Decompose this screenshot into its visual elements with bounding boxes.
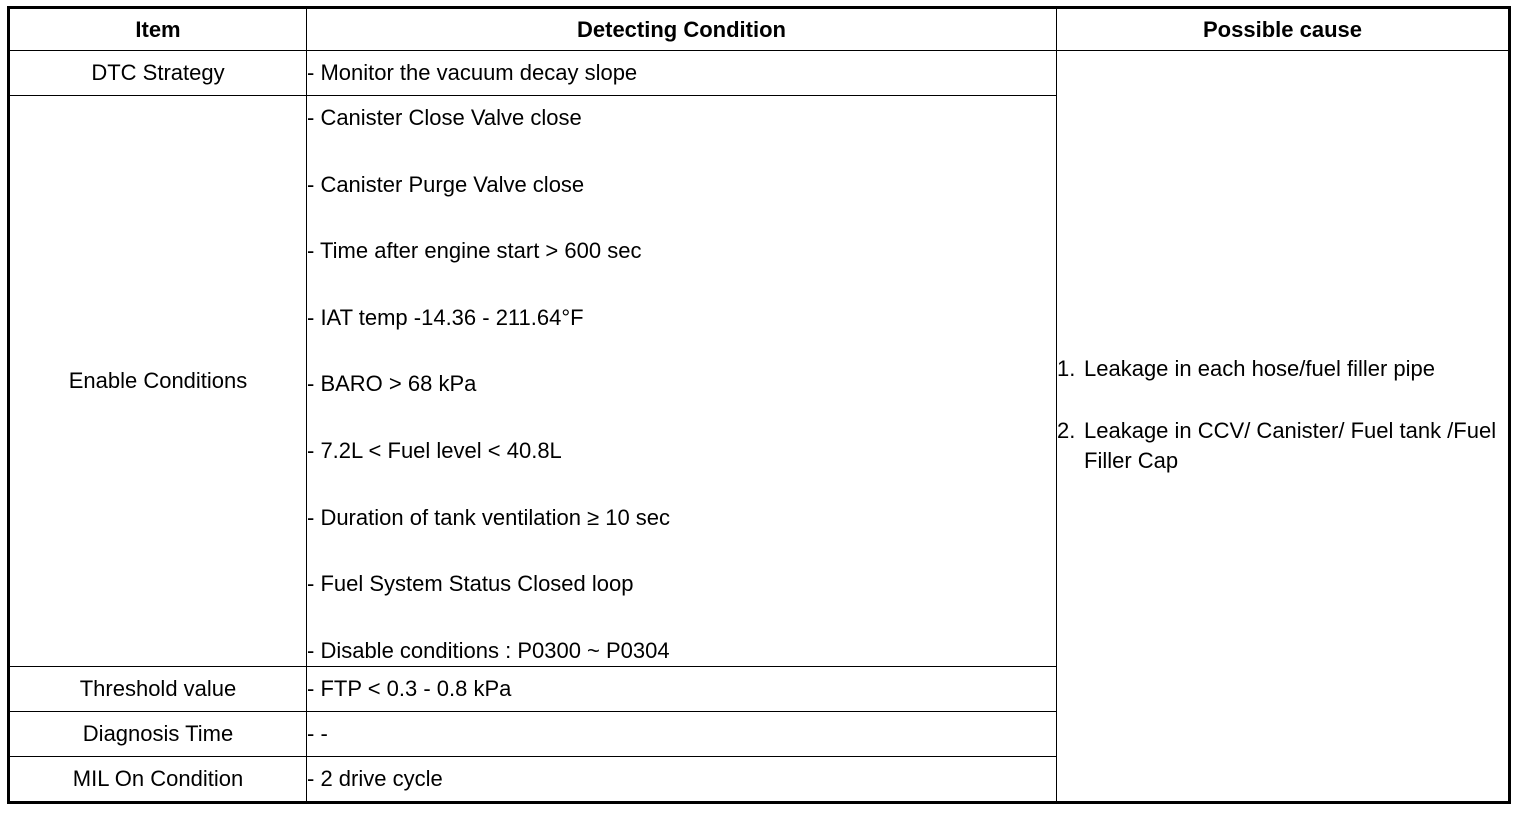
header-item: Item — [9, 8, 307, 51]
cause-item — [1057, 416, 1508, 476]
enable-condition-line: - IAT temp -14.36 - 211.64°F — [307, 304, 584, 330]
dtc-condition-table — [7, 6, 1511, 804]
condition-diagnosis-time: - - — [307, 711, 1057, 756]
table-header-row — [9, 8, 1510, 51]
condition-dtc-strategy: - Monitor the vacuum decay slope — [307, 51, 1057, 96]
condition-enable-conditions — [307, 96, 1057, 667]
enable-condition-line: - BARO > 68 kPa — [307, 371, 477, 397]
enable-condition-line: - Disable conditions : P0300 ~ P0304 — [307, 637, 670, 663]
enable-condition-line: - Canister Purge Valve close — [307, 171, 585, 197]
cause-number: 1. — [1057, 356, 1076, 381]
possible-cause-cell — [1057, 51, 1510, 803]
cause-text: Leakage in each hose/fuel filler pipe — [1084, 356, 1436, 381]
item-enable-conditions: Enable Conditions — [9, 96, 307, 667]
enable-condition-line: - 7.2L < Fuel level < 40.8L — [307, 437, 562, 463]
cause-text: Leakage in CCV/ Canister/ Fuel tank /Fuel Filler Cap — [1084, 418, 1497, 473]
condition-threshold-value: - FTP < 0.3 - 0.8 kPa — [307, 666, 1057, 711]
enable-condition-line: - Fuel System Status Closed loop — [307, 571, 634, 597]
enable-condition-line: - Duration of tank ventilation ≥ 10 sec — [307, 504, 671, 530]
condition-mil-on-condition: - 2 drive cycle — [307, 756, 1057, 802]
item-threshold-value: Threshold value — [9, 666, 307, 711]
header-detecting-condition: Detecting Condition — [307, 8, 1057, 51]
cause-number: 2. — [1057, 418, 1076, 443]
item-dtc-strategy: DTC Strategy — [9, 51, 307, 96]
enable-condition-line: - Time after engine start > 600 sec — [307, 238, 642, 264]
enable-condition-line: - Canister Close Valve close — [307, 105, 582, 130]
possible-cause-list — [1057, 354, 1508, 476]
item-mil-on-condition: MIL On Condition — [9, 756, 307, 802]
header-possible-cause: Possible cause — [1057, 8, 1510, 51]
row-dtc-strategy — [9, 51, 1510, 96]
item-diagnosis-time: Diagnosis Time — [9, 711, 307, 756]
cause-item — [1057, 354, 1508, 384]
